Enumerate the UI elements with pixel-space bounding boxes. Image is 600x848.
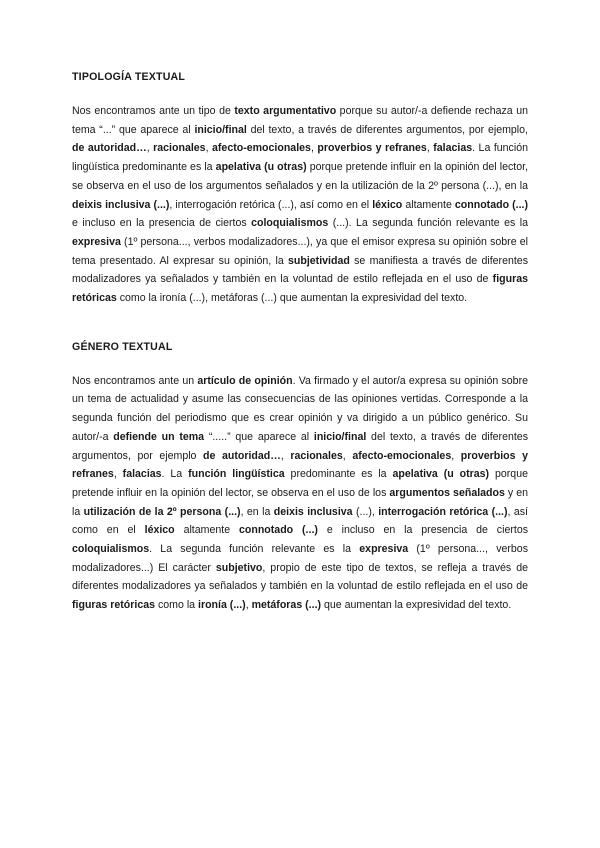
bold-term: connotado (...) xyxy=(239,524,318,537)
bold-term: falacias xyxy=(122,468,162,481)
bold-term: expresiva xyxy=(72,235,121,248)
text-run: (...), xyxy=(352,505,379,518)
bold-term: interrogación retórica (...) xyxy=(378,505,508,518)
text-run: e incluso en la presencia de ciertos xyxy=(317,524,529,537)
text-run: como la xyxy=(155,599,199,612)
bold-term: falacias xyxy=(433,142,473,155)
text-run: del texto, a través de diferentes argumentos, por ejemplo, xyxy=(246,123,528,136)
text-run: e incluso en la presencia de ciertos xyxy=(72,217,252,230)
section-genero-textual xyxy=(72,338,528,615)
bold-term: afecto-emocionales xyxy=(212,142,311,155)
text-run: . La segunda función relevante es la xyxy=(149,543,360,556)
text-run: , xyxy=(245,599,252,612)
bold-term: inicio/final xyxy=(194,123,247,136)
bold-term: proverbios y refranes xyxy=(72,449,528,481)
bold-term: léxico xyxy=(372,198,403,211)
bold-term: utilización de la 2º persona (...) xyxy=(83,505,241,518)
text-run: , en la xyxy=(240,505,274,518)
section-paragraph xyxy=(72,102,528,308)
bold-term: de autoridad… xyxy=(203,449,281,462)
bold-term: metáforas (...) xyxy=(251,599,322,612)
text-run: (1º persona..., verbos modalizadores...), ya que el emisor expresa su opinión sobre el tema presentado. Al expresar su opinión, la xyxy=(72,235,528,267)
text-run: , xyxy=(426,142,434,155)
bold-term: deixis inclusiva (...) xyxy=(72,198,170,211)
text-run: porque pretende influir en la opinión del lector, se observa en el uso de los xyxy=(72,468,528,499)
text-run: , xyxy=(342,449,353,462)
text-run: porque su autor/-a defiende rechaza un tema “...” que aparece al xyxy=(72,105,528,136)
bold-term: racionales xyxy=(290,449,343,462)
text-run: que aumentan la expresividad del texto. xyxy=(321,599,512,612)
bold-term: expresiva xyxy=(359,543,409,556)
bold-term: deixis inclusiva xyxy=(273,505,353,518)
text-run: , xyxy=(146,142,154,155)
bold-term: figuras retóricas xyxy=(72,599,156,612)
text-run: del texto, a través de diferentes argumentos, por ejemplo xyxy=(72,430,528,462)
text-run: , así como en el xyxy=(72,505,528,537)
bold-term: figuras retóricas xyxy=(72,273,528,305)
bold-term: texto argumentativo xyxy=(234,105,337,117)
bold-term: subjetivo xyxy=(215,561,263,574)
section-heading: GÉNERO TEXTUAL xyxy=(72,340,173,353)
text-run: , xyxy=(113,468,123,481)
text-run: , xyxy=(310,142,318,155)
bold-term: léxico xyxy=(144,524,175,537)
text-run: y en la xyxy=(72,486,529,518)
section-heading: TIPOLOGÍA TEXTUAL xyxy=(72,71,186,83)
text-run: “.....” que aparece al xyxy=(204,430,314,443)
bold-term: defiende un tema xyxy=(113,430,205,443)
bold-term: ironía (...) xyxy=(198,599,246,612)
text-run: , xyxy=(205,142,213,155)
text-run: , interrogación retórica (...), así como en el xyxy=(169,198,373,211)
bold-term: coloquialismos xyxy=(251,217,329,230)
text-run: predominante es la xyxy=(284,468,393,481)
bold-term: argumentos señalados xyxy=(389,486,505,499)
bold-term: proverbios y refranes xyxy=(317,142,427,155)
bold-term: connotado (...) xyxy=(454,198,528,211)
text-run: , xyxy=(451,449,461,462)
bold-term: artículo de opinión xyxy=(197,374,293,387)
text-run: (...). La segunda función relevante es la xyxy=(328,217,528,230)
text-run: (1º persona..., verbos modalizadores...) El carácter xyxy=(72,543,528,574)
bold-term: función lingüística xyxy=(188,468,285,481)
bold-term: de autoridad… xyxy=(72,142,147,155)
text-run: como la ironía (...), metáforas (...) que aumentan la expresividad del texto. xyxy=(116,292,468,305)
bold-term: coloquialismos xyxy=(72,543,150,556)
text-run: , propio de este tipo de textos, se refleja a través de diferentes modalizadores ya señalados y también en la voluntad de estilo reflejada en el uso de xyxy=(72,561,528,593)
text-run: , xyxy=(280,449,291,462)
text-run: Nos encontramos ante un xyxy=(72,374,198,387)
text-run: porque pretende influir en la opinión del lector, se observa en el uso de los argumentos señalados y en la utilización de la 2º persona (...), en la xyxy=(72,161,529,192)
section-paragraph xyxy=(72,372,528,615)
document-page xyxy=(72,68,528,615)
bold-term: inicio/final xyxy=(313,430,367,443)
text-run: . Va firmado y el autor/a expresa su opinión sobre un tema de actualidad y asume las consecuencias de las opiniones vertidas. Corresponde a la segunda función del periodismo que es crear opinión y va dirigido a un público genérico. Su autor/-a xyxy=(72,374,528,443)
text-run: altamente xyxy=(174,524,239,537)
bold-term: subjetividad xyxy=(288,254,350,267)
text-run: altamente xyxy=(402,198,455,211)
bold-term: apelativa (u otras) xyxy=(392,468,490,481)
text-run: Nos encontramos ante un tipo de xyxy=(72,105,235,117)
section-tipologia-textual xyxy=(72,68,528,308)
bold-term: racionales xyxy=(153,142,206,155)
text-run: . La xyxy=(161,468,189,481)
text-run: se manifiesta a través de diferentes modalizadores ya señalados y también en la voluntad de estilo reflejada en el uso de xyxy=(72,254,528,286)
bold-term: apelativa (u otras) xyxy=(215,161,307,174)
text-run: . La función lingüística predominante es la xyxy=(72,142,528,174)
bold-term: afecto-emocionales xyxy=(352,449,452,462)
